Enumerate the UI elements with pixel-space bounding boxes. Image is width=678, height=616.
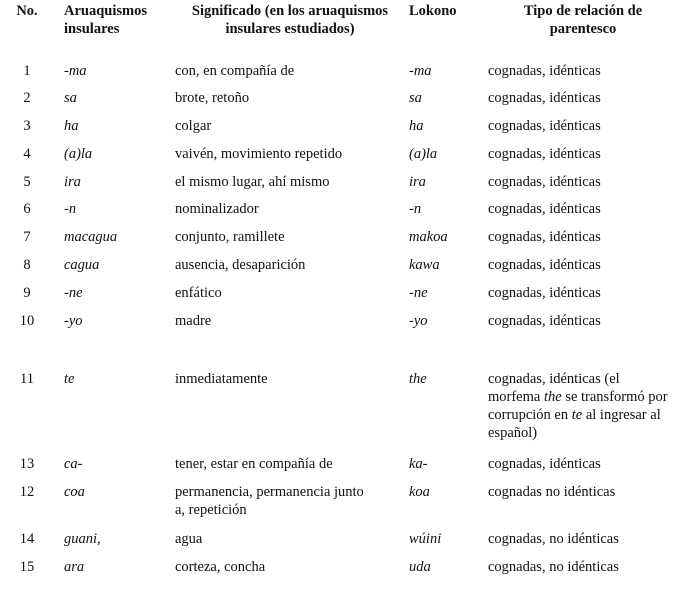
row-no: 10 — [19, 313, 35, 329]
header-tipo: Tipo de relación de parentesco — [523, 3, 643, 37]
row-no: 4 — [23, 146, 31, 162]
row-significado: ausencia, desaparición — [175, 257, 306, 273]
row-lokono: makoa — [409, 229, 448, 245]
header-significado: Significado (en los aruaquismos insulares estudiados) — [191, 3, 389, 37]
row-no: 5 — [23, 174, 31, 190]
row-no: 13 — [19, 456, 35, 472]
row-significado: agua — [175, 531, 203, 547]
row-no: 14 — [19, 531, 35, 547]
row-no: 6 — [23, 201, 31, 217]
row-lokono: (a)la — [409, 146, 438, 162]
row-aruaquismo: -n — [64, 201, 77, 217]
row-tipo-text: cognadas, idénticas (el morfema — [488, 371, 620, 405]
row-tipo: cognadas, idénticas — [488, 63, 601, 79]
row-no: 1 — [23, 63, 31, 79]
row-no: 2 — [23, 90, 31, 106]
row-tipo-morpheme: te — [571, 407, 583, 423]
row-aruaquismo: cagua — [64, 257, 100, 273]
row-aruaquismo: ara — [64, 559, 85, 575]
row-significado: inmediatamente — [175, 371, 268, 387]
row-tipo: cognadas, no idénticas — [488, 531, 619, 547]
row-no: 3 — [23, 118, 31, 134]
row-tipo: cognadas, idénticas — [488, 174, 601, 190]
row-aruaquismo: te — [64, 371, 75, 387]
row-no: 8 — [23, 257, 31, 273]
row-lokono: kawa — [409, 257, 440, 273]
row-lokono: ira — [409, 174, 426, 190]
row-tipo: cognadas, idénticas — [488, 118, 601, 134]
row-significado: corteza, concha — [175, 559, 266, 575]
row-tipo: cognadas no idénticas — [488, 484, 616, 500]
row-no: 11 — [20, 371, 34, 387]
row-tipo: cognadas, idénticas — [488, 146, 601, 162]
row-significado: vaivén, movimiento repetido — [175, 146, 343, 162]
row-tipo-text: al ingresar al español) — [488, 407, 661, 441]
row-lokono: koa — [409, 484, 430, 500]
row-tipo — [488, 370, 668, 442]
row-significado: colgar — [175, 118, 212, 134]
row-no: 9 — [23, 285, 31, 301]
row-no: 15 — [19, 559, 35, 575]
row-tipo-text: se transformó por corrupción en — [488, 389, 668, 423]
row-tipo: cognadas, no idénticas — [488, 559, 619, 575]
row-tipo: cognadas, idénticas — [488, 229, 601, 245]
row-tipo: cognadas, idénticas — [488, 285, 601, 301]
row-significado: con, en compañía de — [175, 63, 295, 79]
row-lokono: ka- — [409, 456, 428, 472]
row-aruaquismo: ha — [64, 118, 79, 134]
row-significado: conjunto, ramillete — [175, 229, 285, 245]
row-lokono: uda — [409, 559, 431, 575]
row-tipo: cognadas, idénticas — [488, 257, 601, 273]
row-significado: nominalizador — [175, 201, 259, 217]
row-aruaquismo: -ne — [64, 285, 83, 301]
row-aruaquismo: ca- — [64, 456, 83, 472]
row-tipo: cognadas, idénticas — [488, 201, 601, 217]
row-aruaquismo: macagua — [64, 229, 118, 245]
row-lokono: sa — [409, 90, 422, 106]
row-aruaquismo: -ma — [64, 63, 87, 79]
row-significado: enfático — [175, 285, 222, 301]
row-lokono: -ma — [409, 63, 432, 79]
row-significado: madre — [175, 313, 212, 329]
row-significado: el mismo lugar, ahí mismo — [175, 174, 330, 190]
row-lokono: the — [409, 371, 427, 387]
row-lokono: -yo — [409, 313, 428, 329]
row-lokono: -n — [409, 201, 422, 217]
row-significado: brote, retoño — [175, 90, 250, 106]
row-lokono: -ne — [409, 285, 428, 301]
row-tipo: cognadas, idénticas — [488, 456, 601, 472]
row-no: 7 — [23, 229, 31, 245]
row-aruaquismo: coa — [64, 484, 85, 500]
row-aruaquismo: sa — [64, 90, 77, 106]
row-significado: permanencia, permanencia junto a, repetición — [175, 484, 364, 518]
row-aruaquismo: ira — [64, 174, 81, 190]
row-aruaquismo: -yo — [64, 313, 83, 329]
row-no: 12 — [19, 484, 35, 500]
row-significado: tener, estar en compañía de — [175, 456, 333, 472]
row-tipo-morpheme: the — [543, 389, 562, 405]
row-tipo: cognadas, idénticas — [488, 313, 601, 329]
row-lokono: ha — [409, 118, 424, 134]
row-aruaquismo: (a)la — [64, 146, 93, 162]
header-lokono: Lokono — [409, 3, 457, 19]
header-no: No. — [16, 3, 38, 19]
row-tipo: cognadas, idénticas — [488, 90, 601, 106]
row-lokono: wúini — [409, 531, 442, 547]
row-aruaquismo: guani, — [64, 531, 101, 547]
header-aruaquismos: Aruaquismos insulares — [64, 3, 147, 37]
